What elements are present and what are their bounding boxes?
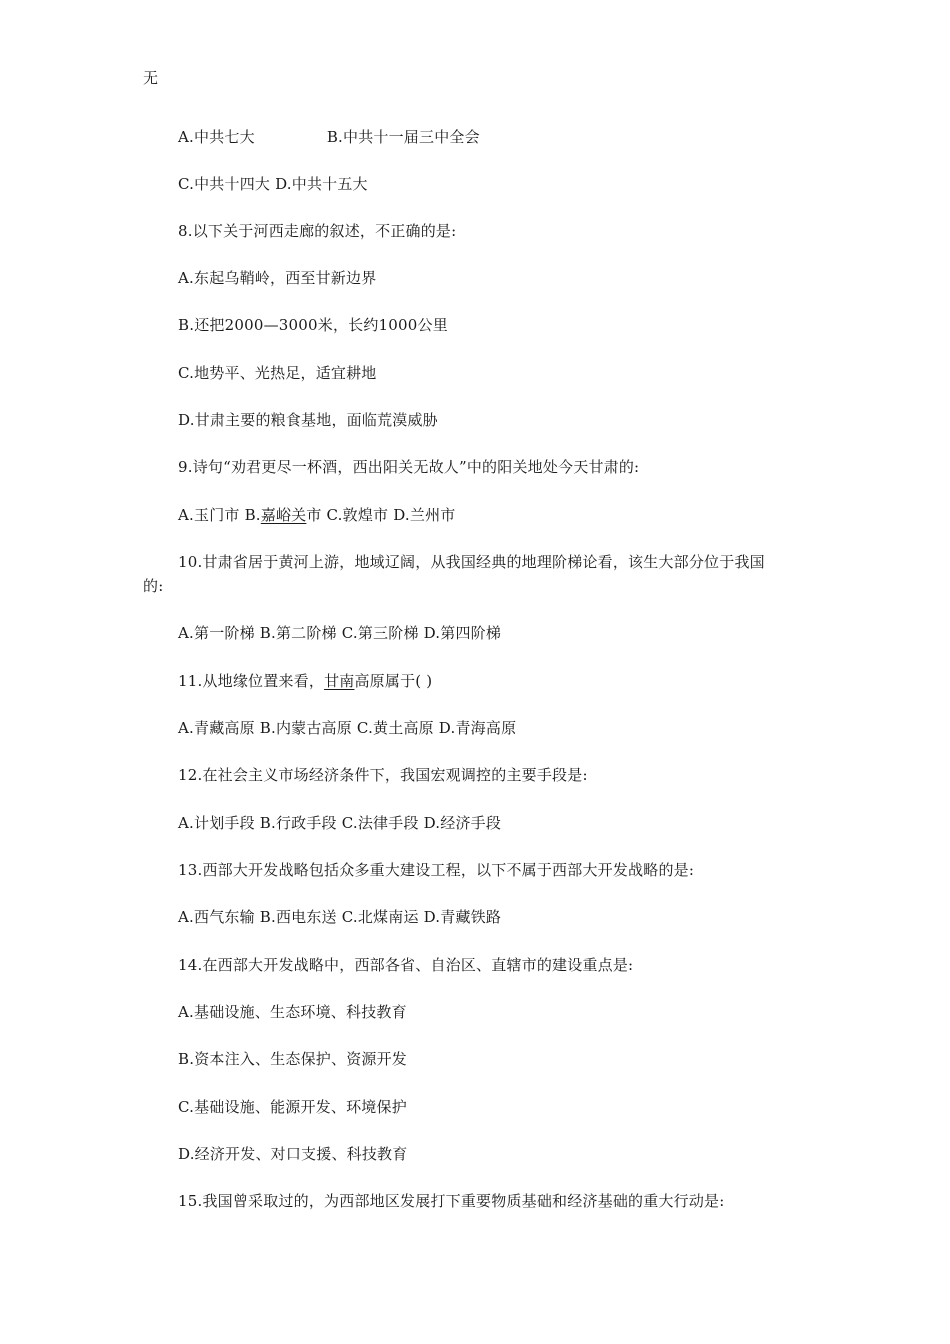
q14-option-a: A.基础设施、生态环境、科技教育 (178, 1003, 407, 1021)
q15-stem: 15.我国曾采取过的，为西部地区发展打下重要物质基础和经济基础的重大行动是: (178, 1192, 725, 1210)
q9-stem: 9.诗句“劝君更尽一杯酒，西出阳关无故人”中的阳关地处今天甘肃的: (178, 458, 640, 476)
q11-options: A.青藏高原 B.内蒙古高原 C.黄土高原 D.青海高原 (178, 719, 517, 737)
q8-stem: 8.以下关于河西走廊的叙述，不正确的是: (178, 222, 457, 240)
q8-option-b: B.还把2000—3000米，长约1000公里 (178, 316, 448, 334)
q13-options: A.西气东输 B.西电东送 C.北煤南运 D.青藏铁路 (178, 908, 502, 926)
q8-option-c: C.地势平、光热足，适宜耕地 (178, 364, 377, 382)
q14-option-d: D.经济开发、对口支援、科技教育 (178, 1145, 408, 1163)
q9-options (178, 504, 455, 526)
q10-stem-line2: 的: (143, 577, 164, 595)
q8-option-a: A.东起乌鞘岭，西至甘新边界 (178, 269, 377, 287)
q14-option-b: B.资本注入、生态保护、资源开发 (178, 1050, 407, 1068)
q14-option-c: C.基础设施、能源开发、环境保护 (178, 1098, 407, 1116)
q12-options: A.计划手段 B.行政手段 C.法律手段 D.经济手段 (178, 814, 502, 832)
q12-stem: 12.在社会主义市场经济条件下，我国宏观调控的主要手段是: (178, 766, 588, 784)
q9-options-rest: 市 C.敦煌市 D.兰州市 (306, 506, 456, 524)
q7-options-cd: C.中共十四大 D.中共十五大 (178, 175, 368, 193)
q11-stem-post: 高原属于( ) (354, 672, 433, 690)
q13-stem: 13.西部大开发战略包括众多重大建设工程，以下不属于西部大开发战略的是: (178, 861, 695, 879)
jiayuguan-link[interactable]: 嘉峪关 (260, 506, 307, 524)
gannan-link[interactable]: 甘南 (324, 672, 355, 690)
q10-stem-line1: 10.甘肃省居于黄河上游，地域辽阔，从我国经典的地理阶梯论看，该生大部分位于我国 (178, 553, 765, 571)
q11-stem (178, 670, 432, 692)
q10-options: A.第一阶梯 B.第二阶梯 C.第三阶梯 D.第四阶梯 (178, 624, 502, 642)
q7-option-b: B.中共十一届三中全会 (326, 128, 480, 146)
q14-stem: 14.在西部大开发战略中，西部各省、自治区、直辖市的建设重点是: (178, 956, 634, 974)
q8-option-d: D.甘肃主要的粮食基地，面临荒漠威胁 (178, 411, 438, 429)
q9-options-pre: A.玉门市 B. (178, 506, 261, 524)
top-fragment: 无 (143, 69, 159, 87)
q7-options-ab (178, 126, 480, 148)
q7-option-a: A.中共七大 (178, 128, 255, 146)
q11-stem-pre: 11.从地缘位置来看， (178, 672, 325, 690)
